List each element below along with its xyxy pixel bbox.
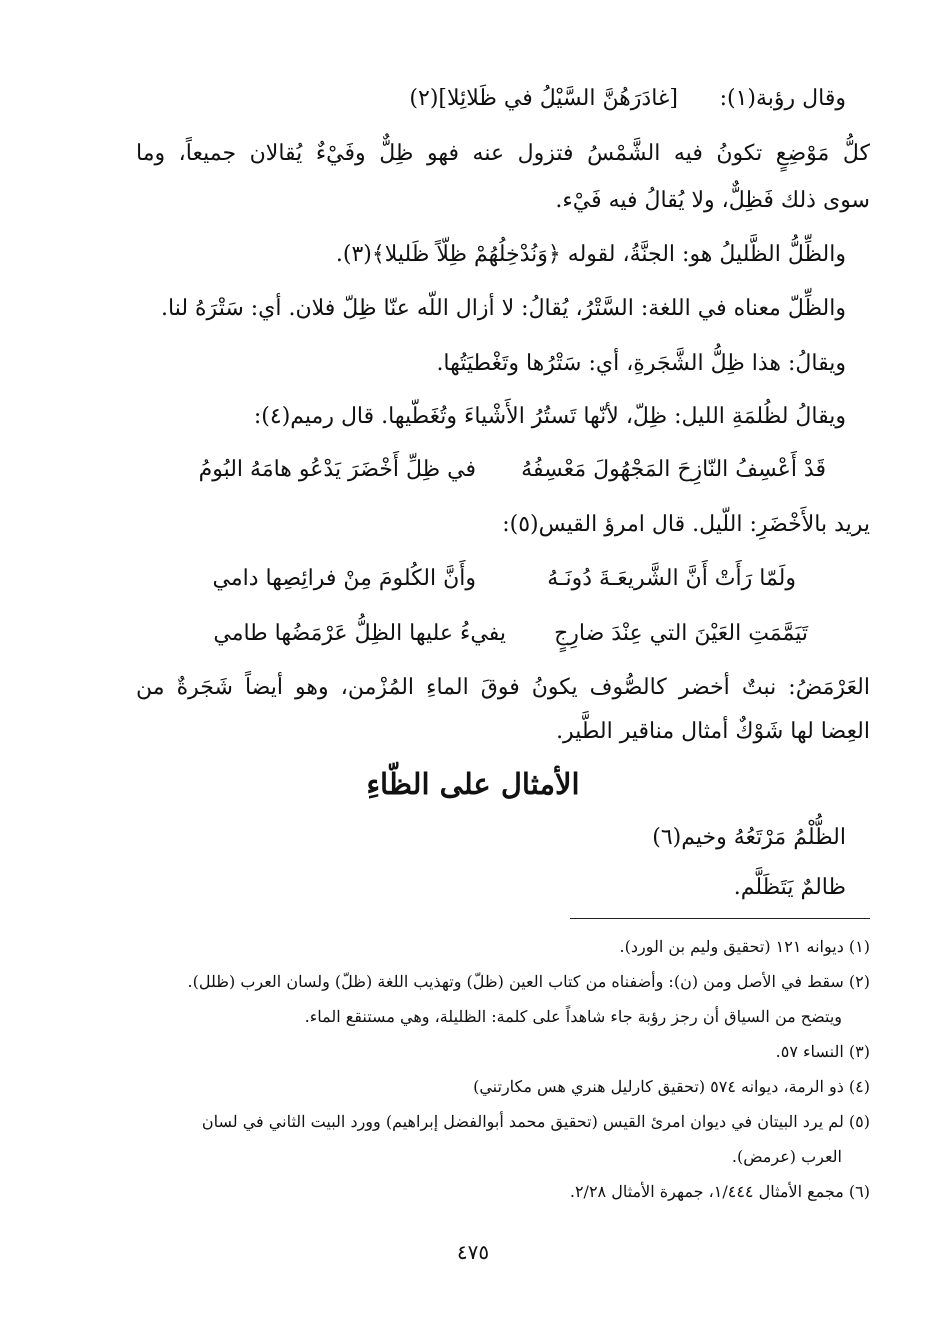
body-line: وقال رؤبة(١): bbox=[719, 86, 846, 111]
body-line: سوى ذلك فَظِلٌّ، ولا يُقالُ فيه فَيْء. bbox=[555, 188, 870, 213]
verse-hemistich: ولَمّا رَأَتْ أَنَّ الشَّريعَـةَ دُونَـهُ bbox=[547, 566, 796, 591]
verse-hemistich: تَيَمَّمَتِ العَيْنَ التي عِنْدَ ضارِجٍ bbox=[554, 621, 808, 646]
body-line: يريد بالأَخْضَرِ: اللّيل. قال امرؤ القيس(٥): bbox=[502, 512, 870, 537]
body-line: العِضا لها شَوْكٌ أمثال مناقير الطَّير. bbox=[556, 719, 870, 744]
verse-hemistich: في ظِلِّ أَخْضَرَ يَدْعُو هامَهُ البُومُ bbox=[198, 457, 476, 482]
footnote: (٤) ذو الرمة، ديوانه ٥٧٤ (تحقيق كارليل هنري هس مكارتني) bbox=[473, 1077, 870, 1096]
body-line: ويقالُ: هذا ظِلُّ الشَّجَرةِ، أي: سَتْرُها وتَغْطيَتُها. bbox=[436, 351, 846, 376]
proverb-line: ظالمٌ يَتَظَلَّم. bbox=[733, 875, 846, 900]
verse-hemistich: وأَنَّ الكُلومَ مِنْ فرائِصِها دامي bbox=[212, 566, 476, 591]
body-line: العَرْمَضُ: نبتٌ أخضر كالصُّوف يكونُ فوقَ الماءِ المُزْمن، وهو أيضاً شَجَرةٌ من bbox=[136, 675, 870, 700]
footnote: (٣) النساء ٥٧. bbox=[775, 1042, 870, 1061]
verse-hemistich: يفيءُ عليها الظِلُّ عَرْمَضُها طامي bbox=[213, 621, 506, 646]
footnote: (١) ديوانه ١٢١ (تحقيق وليم بن الورد). bbox=[619, 937, 870, 956]
body-line: والظِّلُّ الظَّليلُ هو: الجنَّةُ، لقوله ﴿وَنُدْخِلُهُمْ ظِلّاً ظَليلا﴾(٣). bbox=[335, 242, 846, 267]
body-line: والظِّلّ معناه في اللغة: السَّتْرُ، يُقالُ: لا أزال اللّه عنّا ظِلّ فلان. أي: سَتْرَهُ لنا. bbox=[161, 296, 846, 321]
footnote-separator bbox=[570, 918, 870, 919]
footnote-continuation: العرب (عرمض). bbox=[731, 1147, 842, 1166]
verse-line: [غادَرَهُنَّ السَّيْلُ في ظَلائِلا](٢) bbox=[409, 86, 678, 111]
verse-hemistich: قَدْ أَعْسِفُ النّازِحَ المَجْهُولَ مَعْسِفُهُ bbox=[521, 457, 826, 482]
footnote-continuation: ويتضح من السياق أن رجز رؤبة جاء شاهداً على كلمة: الظليلة، وهي مستنقع الماء. bbox=[304, 1007, 842, 1026]
footnote: (٦) مجمع الأمثال ١/٤٤٤، جمهرة الأمثال ٢/٢٨. bbox=[569, 1182, 870, 1201]
footnote: (٢) سقط في الأصل ومن (ن): وأضفناه من كتاب العين (ظلّ) وتهذيب اللغة (ظلّ) ولسان العرب (ظلل). bbox=[187, 972, 870, 991]
body-line: ويقالُ لظُلمَةِ الليل: ظِلّ، لأنّها تَستُرُ الأَشْياءَ وتُغَطّيها. قال رميم(٤): bbox=[253, 404, 846, 429]
body-line: كلُّ مَوْضِعٍ تكونُ فيه الشَّمْسُ فتزول عنه فهو ظِلٌّ وفَيْءٌ يُقالان جميعاً، وما bbox=[136, 141, 870, 166]
page-number: ٤٧٥ bbox=[456, 1240, 490, 1264]
proverb-line: الظُّلْمُ مَرْتَعُهُ وخيم(٦) bbox=[652, 825, 846, 850]
footnote: (٥) لم يرد البيتان في ديوان امرئ القيس (تحقيق محمد أبوالفضل إبراهيم) وورد البيت الثاني في لسان bbox=[201, 1112, 870, 1131]
section-heading: الأمثال على الظّاءِ bbox=[366, 767, 580, 801]
